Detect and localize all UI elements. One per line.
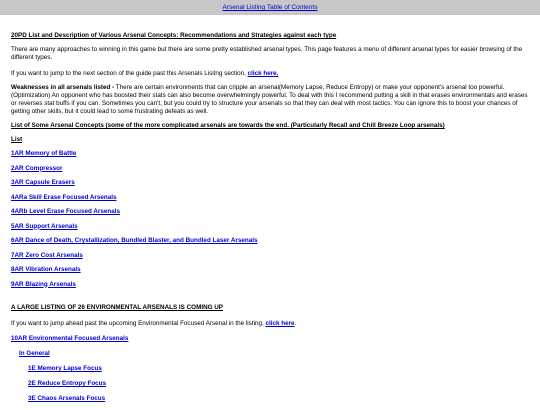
environmental-general-link[interactable]: In General	[19, 350, 50, 357]
weaknesses-paragraph	[11, 84, 529, 115]
intro-text: There are many approaches to winning in this game but there are some pretty established arsenal types. This page features a menu of different arsenal types for easier browsing of the different types.	[11, 46, 523, 61]
environmental-jump-end: .	[294, 320, 297, 327]
jump-text: If you want to jump to the next section of the guide past this Arsenals Lisitng section,	[11, 70, 248, 77]
arsenal-link-6ar[interactable]: 6AR Dance of Death, Crystallization, Bundled Blaster, and Bundled Laser Arsenals	[11, 237, 258, 244]
environmental-link-2e[interactable]: 2E Reduce Entropy Focus	[28, 380, 107, 387]
environmental-jump-link[interactable]: click here	[265, 320, 295, 327]
arsenal-link-1ar[interactable]: 1AR Memory of Battle	[11, 150, 77, 157]
environmental-jump-paragraph	[11, 320, 526, 328]
environmental-link-3e[interactable]: 3E Chaos Arsenals Focus	[28, 395, 106, 402]
arsenal-list	[11, 150, 257, 295]
intro-paragraph	[11, 46, 526, 62]
arsenal-link-7ar[interactable]: 7AR Zero Cost Arsenals	[11, 251, 83, 259]
environmental-section-title: A LARGE LISTING OF 26 ENVIRONMENTAL ARSENALS IS COMING UP	[11, 304, 224, 311]
arsenal-link-5ar[interactable]: 5AR Support Arsenals	[11, 222, 78, 230]
weaknesses-text: There are certain environments that can cripple an arsenal(Memory Lapse, Reduce Entropy) or make your opponent's arsenal too powerful.(Optimization) An opponent who has boosted their stats can also become overwhelmingly powerful. To deal with this I recommend putting a skill in that erases environmentals and erases or reverses stat buffs if you can. Sometimes you can't, but you could try to structure your arsenals so that they can deal with most tactics. You can ignore this to boost your chances of getting other skills, but it could lead to some frustrating defeats as well.	[11, 84, 528, 115]
top-navigation-bar	[0, 0, 540, 15]
environmental-link-1e[interactable]: 1E Memory Lapse Focus	[28, 365, 102, 372]
list-label: List	[11, 136, 23, 143]
arsenal-toc-link[interactable]: Arsenal Listing Table of Contents	[222, 4, 318, 11]
arsenal-link-8ar[interactable]: 8AR Vibration Arsenals	[11, 266, 81, 273]
jump-next-section-link[interactable]: click here.	[247, 70, 279, 77]
arsenal-link-2ar[interactable]: 2AR Compressor	[11, 164, 63, 172]
arsenal-link-9ar[interactable]: 9AR Blazing Arsenals	[11, 280, 76, 288]
environmental-jump-text: If you want to jump ahead past the upcoming Environmental Focused Arsenal in the listing,	[11, 320, 266, 327]
arsenal-link-3ar[interactable]: 3AR Capsule Erasers	[11, 179, 75, 186]
arsenal-link-4ara[interactable]: 4ARa Skill Erase Focused Arsenals	[11, 193, 117, 201]
environmental-main-link[interactable]: 10AR Environmental Focused Arsenals	[11, 335, 129, 342]
concepts-title: List of Some Arsenal Concepts (some of the more complicated arsenals are towards the end. (Particularly Recall and Chill Breeze Loop arsenals)	[11, 122, 445, 129]
weaknesses-title: Weaknesses in all arsenals listed -	[11, 84, 115, 91]
section-title: 20PD List and Description of Various Arsenal Concepts: Recommendations and Strategies against each type	[11, 32, 337, 39]
environmental-list	[11, 335, 128, 410]
arsenal-link-4arb[interactable]: 4ARb Level Erase Focused Arsenals	[11, 208, 120, 215]
jump-paragraph	[11, 70, 526, 78]
